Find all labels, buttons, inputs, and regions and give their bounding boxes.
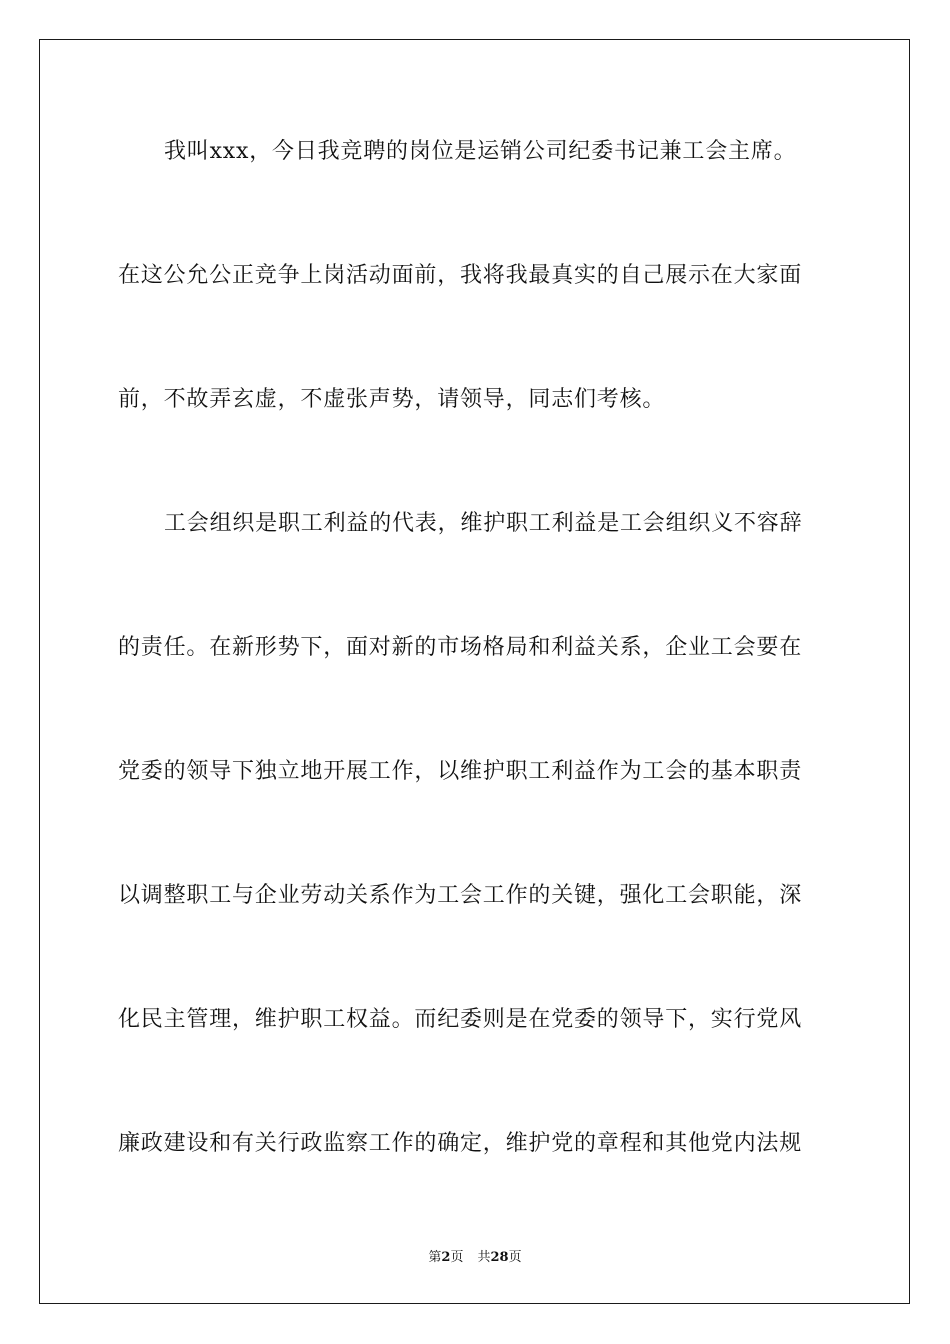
page-number: 2: [441, 1250, 451, 1265]
paragraph-2-line-5: 化民主管理，维护职工权益。而纪委则是在党委的领导下，实行党风: [118, 1007, 803, 1032]
page-label-prefix: 第: [428, 1250, 442, 1265]
paragraph-1-line-2: 在这公允公正竞争上岗活动面前，我将我最真实的自己展示在大家面: [118, 263, 803, 288]
page-border: [39, 39, 910, 1304]
paragraph-1-line-3: 前，不故弄玄虚，不虚张声势，请领导，同志们考核。: [118, 387, 666, 412]
paragraph-2-line-1: 工会组织是职工利益的代表，维护职工利益是工会组织义不容辞: [164, 511, 803, 536]
paragraph-2-line-4: 以调整职工与企业劳动关系作为工会工作的关键，强化工会职能，深: [118, 883, 803, 908]
total-pages: 28: [490, 1250, 509, 1265]
total-label-suffix: 页: [508, 1250, 522, 1265]
total-label-prefix: 共: [477, 1250, 491, 1265]
page-footer: [0, 1246, 950, 1265]
page-label-suffix: 页: [450, 1250, 464, 1265]
paragraph-2-line-6: 廉政建设和有关行政监察工作的确定，维护党的章程和其他党内法规: [118, 1131, 803, 1156]
paragraph-1-line-1: 我叫xxx，今日我竞聘的岗位是运销公司纪委书记兼工会主席。: [164, 139, 797, 164]
paragraph-2-line-2: 的责任。在新形势下，面对新的市场格局和利益关系，企业工会要在: [118, 635, 803, 660]
paragraph-2-line-3: 党委的领导下独立地开展工作，以维护职工利益作为工会的基本职责: [118, 759, 803, 784]
